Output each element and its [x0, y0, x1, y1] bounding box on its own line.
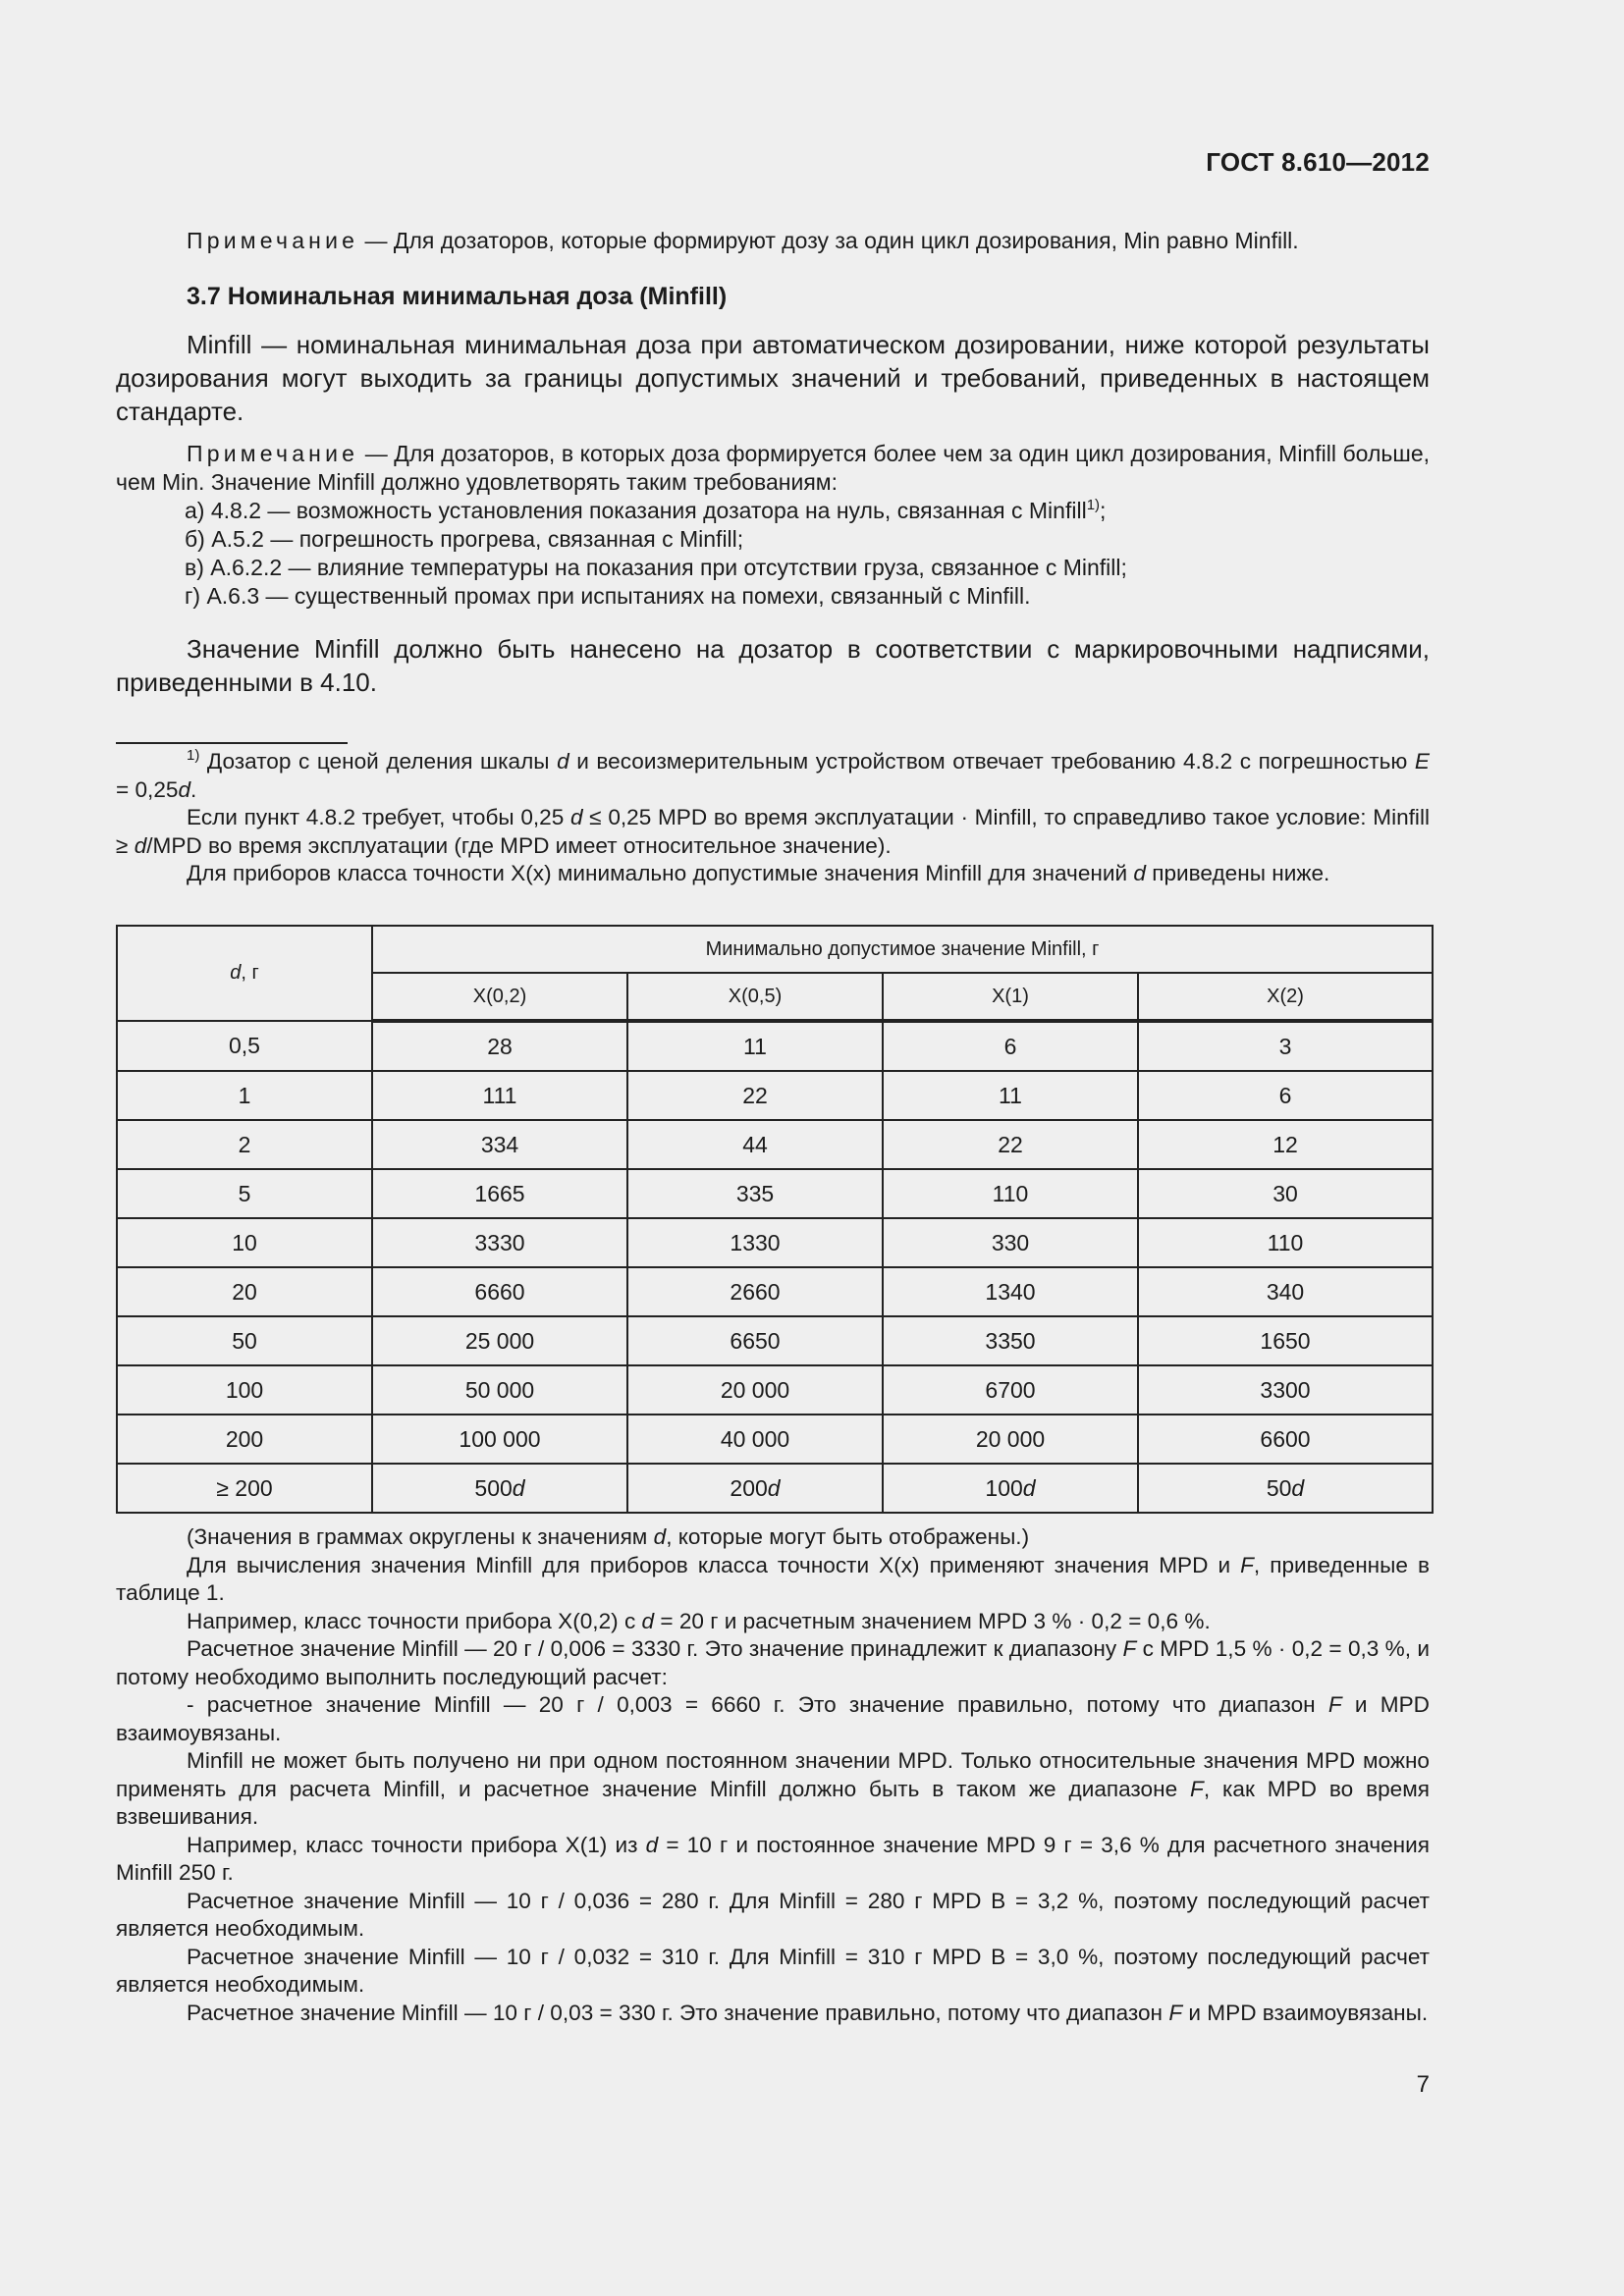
table-row — [117, 1169, 1433, 1218]
note-min-equals-minfill — [116, 227, 1430, 255]
table-cell: 50 — [117, 1316, 372, 1365]
footnote-ref: 1) — [1086, 497, 1101, 513]
table-cell: 200d — [627, 1464, 883, 1513]
marking-paragraph — [116, 632, 1430, 699]
table-cell: 200 — [117, 1415, 372, 1464]
table-cell: 1665 — [372, 1169, 627, 1218]
column-header-class: X(0,2) — [372, 973, 627, 1021]
note-text: — Для дозаторов, в которых доза формируется более чем за один цикл дозирования, Minfill больше, чем Min. Значение Minfill должно удовлетворять таким требованиям: — [116, 441, 1431, 495]
column-header-class: X(2) — [1138, 973, 1433, 1021]
section-number: 3.7 — [187, 283, 221, 310]
minfill-table — [116, 925, 1434, 1514]
requirement-item: в) А.6.2.2 — влияние температуры на показания при отсутствии груза, связанное с Minfill; — [185, 555, 1127, 580]
table-cell: 20 000 — [883, 1415, 1138, 1464]
requirement-item: б) А.5.2 — погрешность прогрева, связанная с Minfill; — [185, 526, 744, 552]
table-cell: 6660 — [372, 1267, 627, 1316]
column-header-d: d, г — [117, 926, 372, 1021]
column-header-class: X(0,5) — [627, 973, 883, 1021]
table-cell: 2 — [117, 1120, 372, 1169]
note-text: — Для дозаторов, которые формируют дозу за один цикл дозирования, Min равно Minfill. — [364, 228, 1299, 253]
table-row — [117, 1071, 1433, 1120]
table-cell: 22 — [627, 1071, 883, 1120]
table-row — [117, 1464, 1433, 1513]
table-row — [117, 1267, 1433, 1316]
table-cell: 3350 — [883, 1316, 1138, 1365]
note-minfill-requirements — [116, 440, 1430, 611]
group-header: Минимально допустимое значение Minfill, г — [372, 926, 1433, 973]
table-cell: 0,5 — [117, 1021, 372, 1071]
table-cell: ≥ 200 — [117, 1464, 372, 1513]
table-cell: 25 000 — [372, 1316, 627, 1365]
table-cell: 50 000 — [372, 1365, 627, 1415]
table-cell: 12 — [1138, 1120, 1433, 1169]
explanation-text: (Значения в граммах округлены к значениям d, которые могут быть отображены.) Для вычисления значения Minfill для приборов класса точности X(x) применяют значения MPD и F, приведенные в таблице 1. Например, класс точности прибора X(0,2) с d = 20 г и расчетным значением MPD 3 % · 0,2 = 0,6 %. Расчетное значение Minfill — 20 г / 0,006 = 3330 г. Это значение принадлежит к диапазону F с MPD 1,5 % · 0,2 = 0,3 %, и потому необходимо выполнить последующий расчет: - расчетное значение Minfill — 20 г / 0,003 = 6660 г. Это значение правильно, потому что диапазон F и MPD взаимоувязаны. Minfill не может быть получено ни при одном постоянном значении MPD. Только относительные значения MPD можно применять для расчета Minfill, и расчетное значение Minfill должно быть в таком же диапазоне F, как MPD во время взвешивания. Например, класс точности прибора X(1) из d = 10 г и постоянное значение MPD 9 г = 3,6 % для расчетного значения Minfill 250 г. Расчетное значение Minfill — 10 г / 0,036 = 280 г. Для Minfill = 280 г MPD B = 3,2 %, поэтому последующий расчет является необходимым. Расчетное значение Minfill — 10 г / 0,032 = 310 г. Для Minfill = 310 г MPD B = 3,0 %, поэтому последующий расчет является необходимым. Расчетное значение Minfill — 10 г / 0,03 = 330 г. Это значение правильно, потому что диапазон F и MPD взаимоувязаны. — [116, 1524, 1430, 2025]
requirement-item: г) А.6.3 — существенный промах при испытаниях на помехи, связанный с Minfill. — [185, 583, 1031, 609]
section-title: Номинальная минимальная доза (Minfill) — [227, 283, 728, 310]
table-row — [117, 1021, 1433, 1071]
table-cell: 335 — [627, 1169, 883, 1218]
table-cell: 6 — [1138, 1071, 1433, 1120]
table-cell: 2660 — [627, 1267, 883, 1316]
table-cell: 20 — [117, 1267, 372, 1316]
table-cell: 40 000 — [627, 1415, 883, 1464]
definition-paragraph — [116, 328, 1430, 428]
table-cell: 100d — [883, 1464, 1138, 1513]
table-cell: 3300 — [1138, 1365, 1433, 1415]
table-cell: 334 — [372, 1120, 627, 1169]
table-row — [117, 1365, 1433, 1415]
table-cell: 11 — [627, 1021, 883, 1071]
table-cell: 1340 — [883, 1267, 1138, 1316]
table-cell: 6650 — [627, 1316, 883, 1365]
page-number: 7 — [1416, 2071, 1430, 2098]
table-cell: 110 — [1138, 1218, 1433, 1267]
table-cell: 50d — [1138, 1464, 1433, 1513]
table-cell: 20 000 — [627, 1365, 883, 1415]
table-cell: 28 — [372, 1021, 627, 1071]
table-cell: 5 — [117, 1169, 372, 1218]
requirement-item: а) 4.8.2 — возможность установления показания дозатора на нуль, связанная с Minfill$^{1)}$; — [185, 497, 1107, 523]
footnote-divider — [116, 742, 348, 744]
table-row — [117, 1120, 1433, 1169]
table-body — [117, 1021, 1433, 1513]
footnote-mark: 1) — [187, 747, 200, 764]
column-header-class: X(1) — [883, 973, 1138, 1021]
footnote: $^{1)}$ Дозатор с ценой деления шкалы d и весоизмерительным устройством отвечает требованию 4.8.2 с погрешностью E = 0,25d. Если пункт 4.8.2 требует, чтобы 0,25 d ≤ 0,25 MPD во время эксплуатации · Minfill, то справедливо такое условие: Minfill ≥ d/MPD во время эксплуатации (где MPD имеет относительное значение). Для приборов класса точности X(x) минимально допустимые значения Minfill для значений d приведены ниже. — [116, 747, 1430, 885]
table-cell: 6600 — [1138, 1415, 1433, 1464]
table-row — [117, 1218, 1433, 1267]
table-cell: 1330 — [627, 1218, 883, 1267]
note-label: Примечание — [187, 228, 359, 253]
table-cell: 111 — [372, 1071, 627, 1120]
table-cell: 500d — [372, 1464, 627, 1513]
table-cell: 1650 — [1138, 1316, 1433, 1365]
table-cell: 330 — [883, 1218, 1138, 1267]
table-row — [117, 1316, 1433, 1365]
table-row — [117, 1415, 1433, 1464]
table-cell: 100 — [117, 1365, 372, 1415]
table-cell: 6700 — [883, 1365, 1138, 1415]
section-heading — [116, 281, 1430, 312]
table-cell: 44 — [627, 1120, 883, 1169]
table-cell: 110 — [883, 1169, 1138, 1218]
marking-text: Значение Minfill должно быть нанесено на дозатор в соответствии с маркировочными надписями, приведенными в 4.10. — [116, 634, 1430, 697]
table-cell: 22 — [883, 1120, 1138, 1169]
table-cell: 1 — [117, 1071, 372, 1120]
table-cell: 340 — [1138, 1267, 1433, 1316]
table-cell: 10 — [117, 1218, 372, 1267]
table-cell: 100 000 — [372, 1415, 627, 1464]
table-cell: 3330 — [372, 1218, 627, 1267]
table-cell: 11 — [883, 1071, 1138, 1120]
note-label: Примечание — [187, 441, 359, 466]
document-code: ГОСТ 8.610—2012 — [1206, 147, 1430, 177]
table-cell: 6 — [883, 1021, 1138, 1071]
table-cell: 3 — [1138, 1021, 1433, 1071]
definition-text: Minfill — номинальная минимальная доза при автоматическом дозировании, ниже которой результаты дозирования могут выходить за границы допустимых значений и требований, приведенных в настоящем стандарте. — [116, 330, 1430, 426]
table-cell: 30 — [1138, 1169, 1433, 1218]
